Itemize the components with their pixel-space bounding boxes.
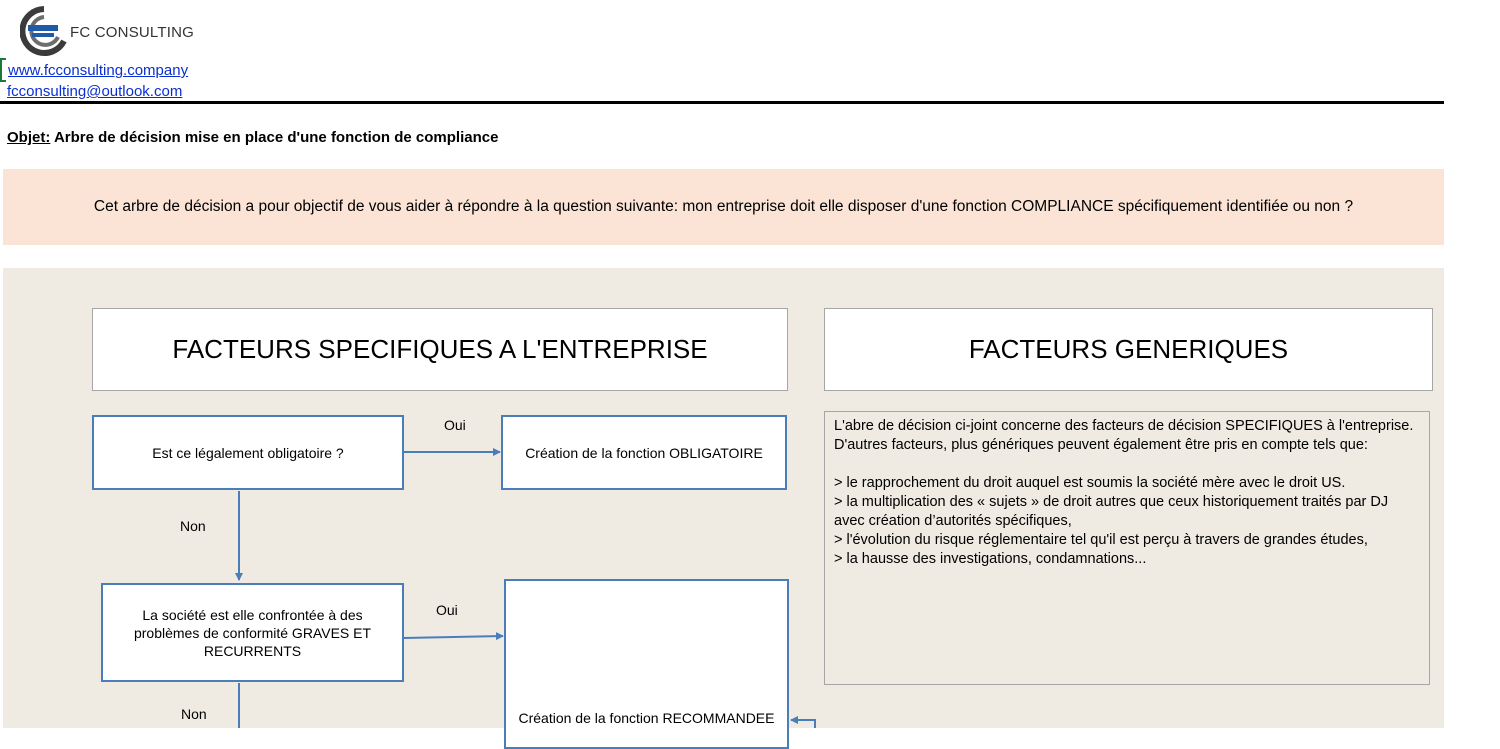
q1-yes-label: Oui	[444, 417, 466, 433]
generic-factors-header	[824, 308, 1433, 391]
header-divider	[0, 101, 1444, 104]
intro-banner	[3, 169, 1444, 245]
generic-item-3: > l'évolution du risque réglementaire tel qu'il est perçu à travers de grandes études,	[834, 532, 1368, 548]
generic-factors-box	[824, 411, 1430, 685]
question-legal-text: Est ce légalement obligatoire ?	[152, 444, 344, 461]
company-name: FC CONSULTING	[70, 24, 194, 41]
q2-no-label: Non	[181, 706, 207, 722]
question-compliance-issues-text: La société est elle confrontée à des problèmes de conformité GRAVES ET RECURRENTS	[133, 606, 372, 659]
fc-consulting-logo-icon	[20, 5, 68, 59]
cell-selection-marker	[0, 58, 6, 82]
generic-item-1: > le rapprochement du droit auquel est soumis la société mère avec le droit US.	[834, 475, 1346, 491]
result-recommended-text: Création de la fonction RECOMMANDEE	[518, 710, 775, 726]
intro-banner-text: Cet arbre de décision a pour objectif de vous aider à répondre à la question suivante: mon entreprise doit elle disposer d'une fonction COMPLIANCE spécifiquement identifiée ou non ?	[93, 198, 1354, 215]
specific-factors-title: FACTEURS SPECIFIQUES A L'ENTREPRISE	[172, 334, 708, 364]
result-mandatory-box	[501, 415, 787, 490]
generic-item-4: > la hausse des investigations, condamnations...	[834, 551, 1147, 567]
subject-line	[7, 129, 498, 146]
result-mandatory-text: Création de la fonction OBLIGATOIRE	[525, 444, 763, 461]
q2-yes-label: Oui	[436, 602, 458, 618]
website-link[interactable]: www.fcconsulting.company	[8, 62, 189, 79]
generic-factors-title: FACTEURS GENERIQUES	[968, 334, 1289, 364]
subject-label: Objet:	[7, 129, 51, 146]
specific-factors-header	[92, 308, 788, 391]
generic-item-2: > la multiplication des « sujets » de droit autres que ceux historiquement traités par DJ avec création d’autorités spécifiques,	[834, 494, 1389, 529]
result-recommended-box	[504, 579, 789, 749]
q1-no-label: Non	[180, 518, 206, 534]
email-link[interactable]: fcconsulting@outlook.com	[7, 83, 183, 100]
subject-text: Arbre de décision mise en place d'une fonction de compliance	[50, 129, 499, 146]
question-legal-box	[92, 415, 404, 490]
generic-intro-1: L'abre de décision ci-joint concerne des facteurs de décision SPECIFIQUES à l'entreprise.	[834, 418, 1414, 434]
generic-intro-2: D'autres facteurs, plus génériques peuvent également être pris en compte tels que:	[834, 437, 1368, 453]
question-compliance-issues-box	[101, 583, 404, 682]
